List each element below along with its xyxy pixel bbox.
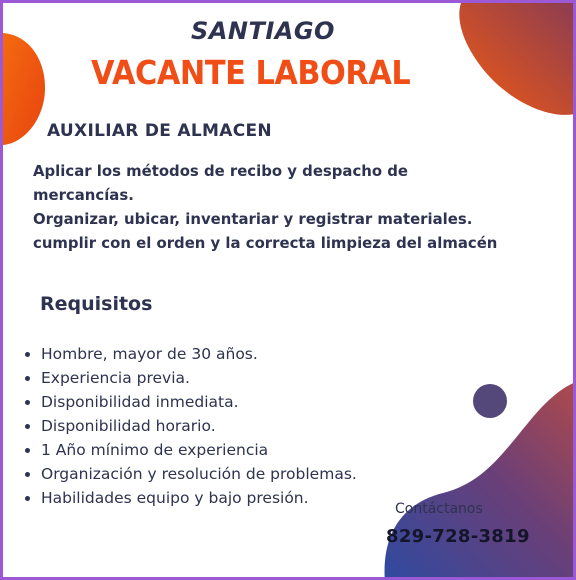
duty-line: cumplir con el orden y la correcta limpieza del almacén (33, 234, 498, 252)
requirements-title: Requisitos (40, 293, 153, 315)
list-item: • Hombre, mayor de 30 años. (41, 342, 381, 366)
list-item: • 1 Año mínimo de experiencia (41, 438, 381, 462)
phone-number: 829-728-3819 (386, 526, 530, 547)
list-item: • Habilidades equipo y bajo presión. (41, 486, 381, 510)
duty-line: Aplicar los métodos de recibo y despacho de (33, 162, 409, 180)
list-item: • Experiencia previa. (41, 366, 381, 390)
duty-line: Organizar, ubicar, inventariar y registrar materiales. (33, 210, 473, 228)
position-title: AUXILIAR DE ALMACEN (47, 121, 272, 141)
headline: VACANTE LABORAL (91, 53, 411, 92)
contact-label: Contáctanos (395, 501, 483, 517)
list-item: • Disponibilidad inmediata. (41, 390, 381, 414)
list-item: • Organización y resolución de problemas. (41, 462, 381, 486)
duty-line: mercancías. (33, 186, 134, 204)
requirements-list (23, 342, 381, 510)
left-blob (3, 33, 45, 145)
city-title: SANTIAGO (191, 17, 335, 45)
small-circle (473, 384, 507, 418)
list-item: • Disponibilidad horario. (41, 414, 381, 438)
duties-text (33, 159, 532, 255)
